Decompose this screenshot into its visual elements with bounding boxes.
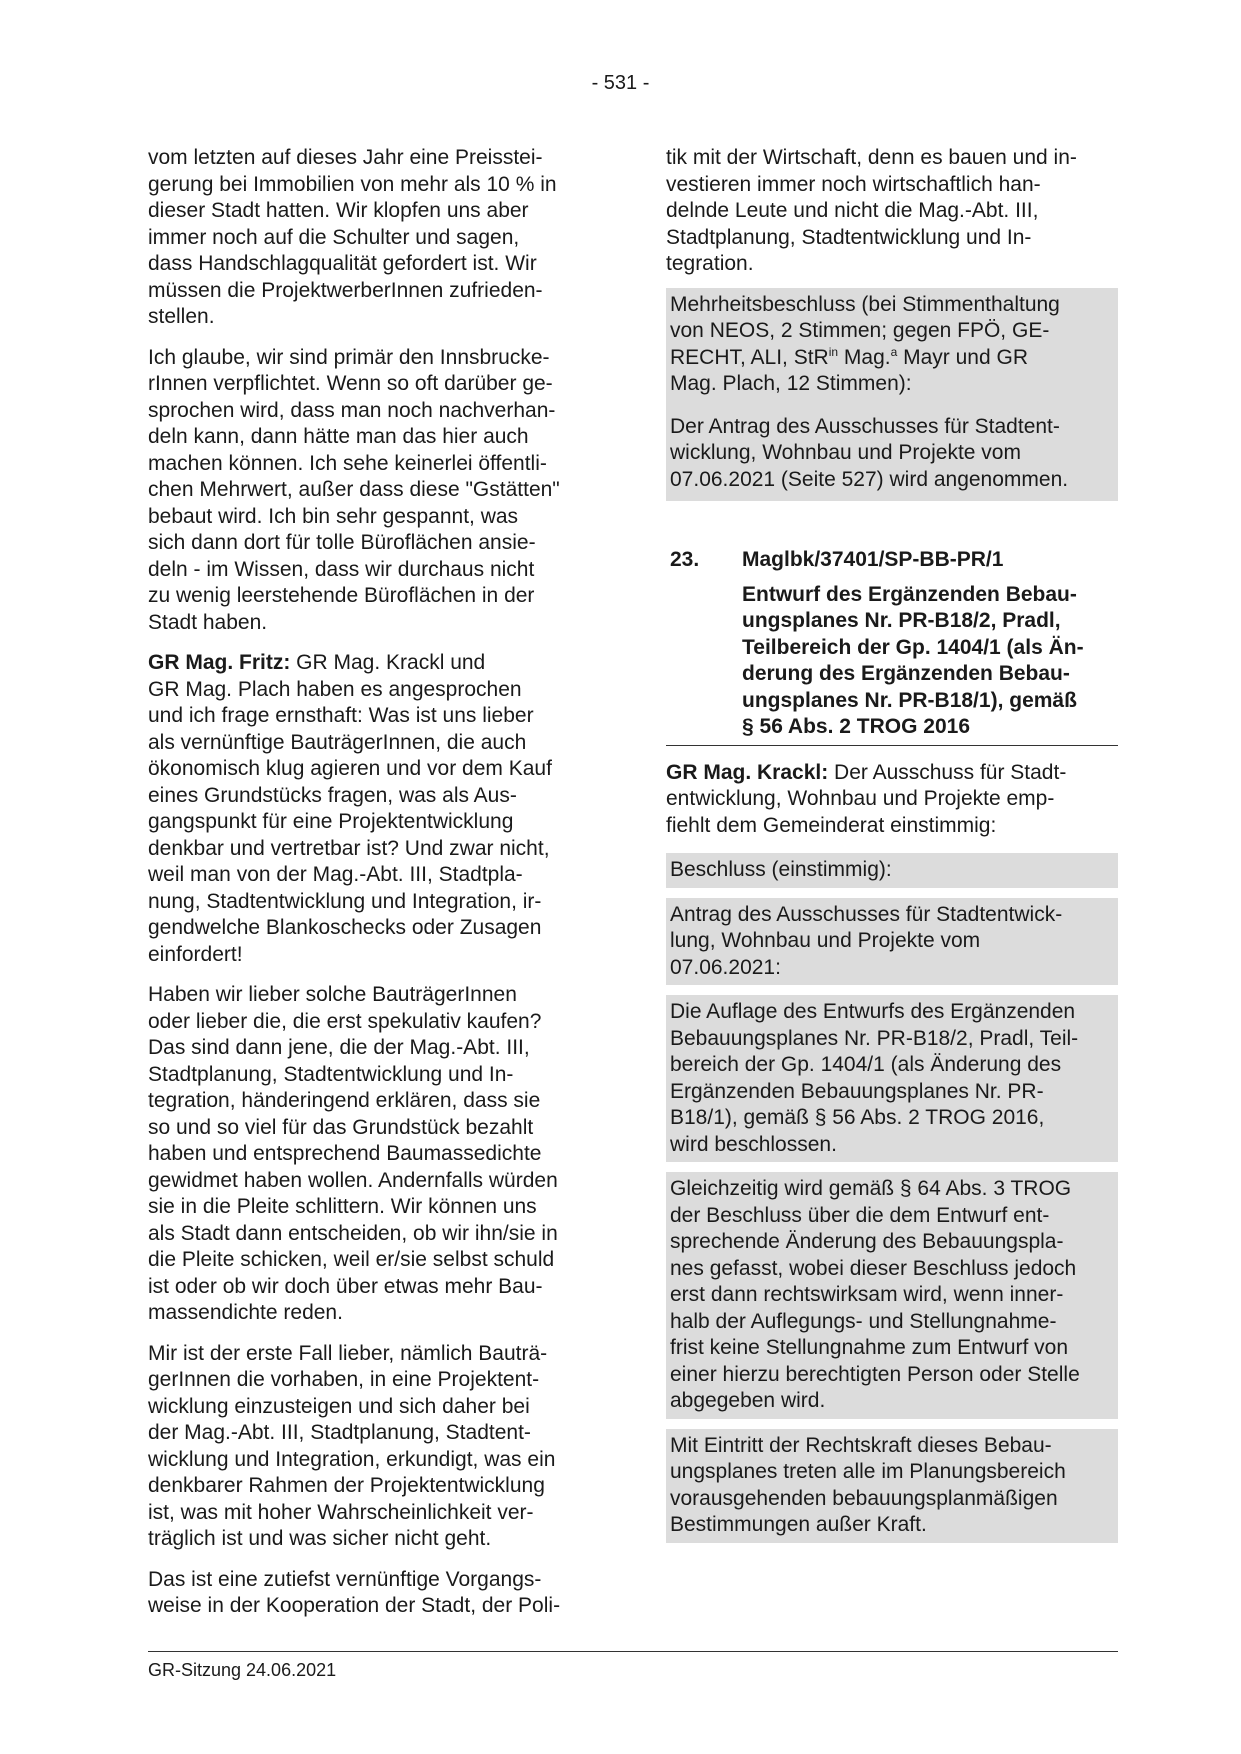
left-column	[148, 145, 596, 1634]
paragraph: vom letzten auf dieses Jahr eine Preisstei- gerung bei Immobilien von mehr als 10 % in dieser Stadt hatten. Wir klopfen uns aber immer noch auf die Schulter und sagen, dass Handschlagqualität gefordert ist. Wir müssen die ProjektwerberInnen zufrieden- stellen.	[148, 146, 557, 328]
speaker-name: GR Mag. Krackl:	[666, 760, 829, 784]
agenda-item-number: 23.	[670, 548, 700, 571]
paragraph: Ich glaube, wir sind primär den Innsbrucke- rInnen verpflichtet. Wenn so oft darüber ge- sprochen wird, dass man noch nachverhan- deln kann, dann hätte man das hier auch machen können. Ich sehe keinerlei öffentli- chen Mehrwert, außer dass diese "Gstätten" bebaut wird. Ich bin sehr gespannt, was sich dann dort für tolle Büroflächen ansie- deln - im Wissen, dass wir durchaus nicht zu wenig leerstehende Büroflächen in der Stadt haben.	[148, 345, 560, 634]
agenda-item-code: Maglbk/37401/SP-BB-PR/1	[742, 548, 1004, 571]
agenda-item	[666, 547, 1118, 745]
resolution-text: Der Antrag des Ausschusses für Stadtent- wicklung, Wohnbau und Projekte vom 07.06.2021 (Seite 527) wird angenommen.	[666, 406, 1118, 502]
paragraph	[148, 650, 596, 968]
superscript: a	[890, 344, 898, 359]
paragraph: Das ist eine zutiefst vernünftige Vorgangs- weise in der Kooperation der Stadt, der Poli-	[148, 1567, 561, 1617]
motion-text: Antrag des Ausschusses für Stadtentwick- lung, Wohnbau und Projekte vom 07.06.2021:	[666, 898, 1118, 986]
page-number: - 531 -	[591, 72, 650, 94]
vote-result: Mehrheitsbeschluss (bei Stimmenthaltung von NEOS, 2 Stimmen; gegen FPÖ, GE- RECHT, ALI, StR$^{in}$ Mag.$^a$ Mayr und GR Mag. Plach, 12 Stimmen):	[666, 288, 1118, 406]
speech-text: GR Mag. Krackl und GR Mag. Plach haben es angesprochen und ich frage ernsthaft: Was ist uns lieber als vernünftige BauträgerInnen, die auch ökonomisch klug agieren und vor dem Kauf eines Grundstücks fragen, was als Aus- gangspunkt für eine Projektentwicklung denkbar und vertretbar ist? Und zwar nicht, weil man von der Mag.-Abt. III, Stadtpla- nung, Stadtentwicklung und Integration, ir- gendwelche Blankoschecks oder Zusagen einfordert!	[148, 651, 552, 966]
footer-divider	[148, 1651, 1118, 1652]
resolution-text: Die Auflage des Entwurfs des Ergänzenden Bebauungsplanes Nr. PR-B18/2, Pradl, Teil- bereich der Gp. 1404/1 (als Änderung des Ergänzenden Bebauungsplanes Nr. PR- B18/1), gemäß § 56 Abs. 2 TROG 2016, wird beschlossen.	[666, 995, 1118, 1162]
agenda-item-title: Entwurf des Ergänzenden Bebau- ungsplanes Nr. PR-B18/2, Pradl, Teilbereich der Gp. 1404/1 (als Än- derung des Ergänzenden Bebau- ungsplanes Nr. PR-B18/1), gemäß § 56 Abs. 2 TROG 2016	[742, 582, 1084, 738]
vote-result-block	[666, 288, 1118, 502]
resolution-label: Beschluss (einstimmig):	[666, 853, 1118, 888]
paragraph: Mir ist der erste Fall lieber, nämlich Bauträ- gerInnen die vorhaben, in eine Projektent- wicklung einzusteigen und sich daher bei der Mag.-Abt. III, Stadtplanung, Stadtent- wicklung und Integration, erkundigt, was ein denkbarer Rahmen der Projektentwicklung ist, was mit hoher Wahrscheinlichkeit ver- träglich ist und was sicher nicht geht.	[148, 1341, 556, 1550]
resolution-text: Gleichzeitig wird gemäß § 64 Abs. 3 TROG der Beschluss über die dem Entwurf ent- sprechende Änderung des Bebauungspla- nes gefasst, wobei dieser Beschluss jedoch erst dann rechtswirksam wird, wenn inner- halb der Auflegungs- und Stellungnahme- frist keine Stellungnahme zum Entwurf von einer hierzu berechtigten Person oder Stelle abgegeben wird.	[666, 1172, 1118, 1419]
footer-session-date: GR-Sitzung 24.06.2021	[148, 1660, 337, 1680]
paragraph	[666, 760, 1118, 840]
resolution-text: Mit Eintritt der Rechtskraft dieses Bebau- ungsplanes treten alle im Planungsbereich vorausgehenden bebauungsplanmäßigen Bestimmungen außer Kraft.	[666, 1429, 1118, 1543]
divider	[666, 745, 1118, 746]
superscript: in	[828, 344, 839, 359]
paragraph: tik mit der Wirtschaft, denn es bauen und in- vestieren immer noch wirtschaftlich han- delnde Leute und nicht die Mag.-Abt. III, Stadtplanung, Stadtentwicklung und In- tegration.	[666, 146, 1077, 275]
speaker-name: GR Mag. Fritz:	[148, 651, 291, 674]
right-column	[666, 145, 1118, 1553]
speech-text: Der Ausschuss für Stadt- entwicklung, Wohnbau und Projekte emp- fiehlt dem Gemeinderat einstimmig:	[666, 760, 1067, 837]
paragraph: Haben wir lieber solche BauträgerInnen oder lieber die, die erst spekulativ kaufen? Das sind dann jene, die der Mag.-Abt. III, Stadtplanung, Stadtentwicklung und In- tegration, händeringend erklären, dass sie so und so viel für das Grundstück bezahlt haben und entsprechend Baumassedichte gewidmet haben wollen. Andernfalls würden sie in die Pleite schlittern. Wir können uns als Stadt dann entscheiden, ob wir ihn/sie in die Pleite schicken, weil er/sie selbst schuld ist oder ob wir doch über etwas mehr Bau- massendichte reden.	[148, 983, 558, 1324]
